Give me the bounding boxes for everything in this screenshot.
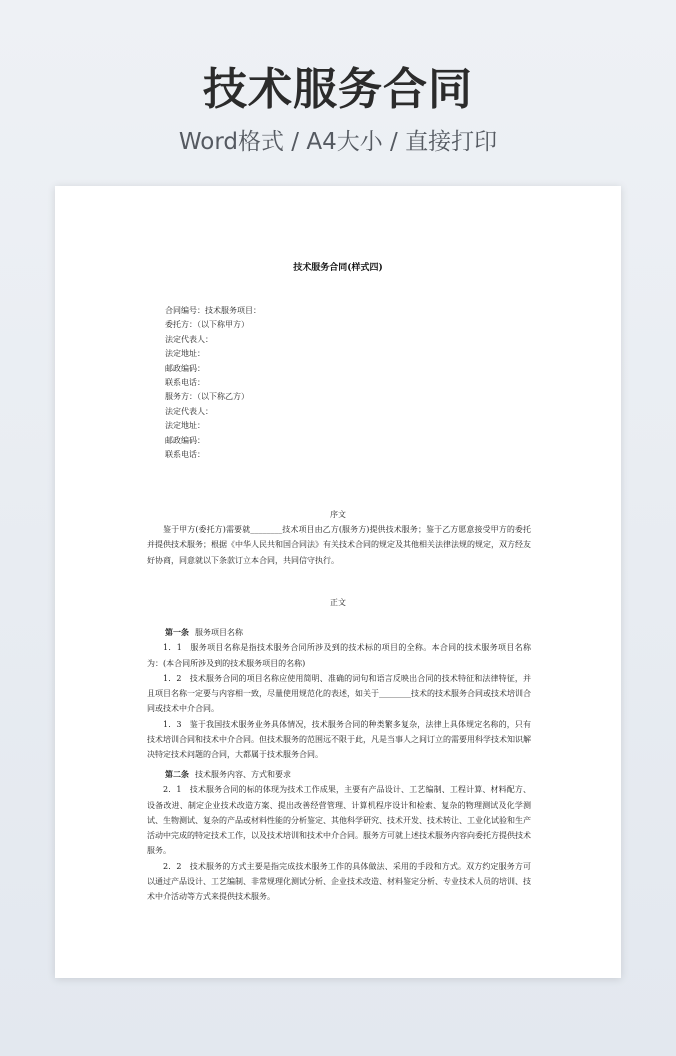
preface-paragraph: 鉴于甲方(委托方)需要就________技术项目由乙方(服务方)提供技术服务；鉴于乙方愿意接受甲方的委托并提供技术服务；根据《中华人民共和国合同法》有关技术合同的规定及其他相关法律法规的规定，双方经友好协商，同意就以下条款订立本合同，共同信守执行。 — [147, 525, 531, 565]
party-info-block — [165, 304, 525, 462]
banner-subtitle: Word格式 / A4大小 / 直接打印 — [178, 129, 498, 155]
party-line: 合同编号：技术服务项目： — [165, 306, 261, 315]
article-name: 服务项目名称 — [195, 628, 243, 637]
banner — [0, 58, 676, 158]
article-paragraph: 2．2 技术服务的方式主要是指完成技术服务工作的具体做法、采用的手段和方式。双方约定服务方可以通过产品设计、工艺编制、非常规理化测试分析、企业技术改造、材料鉴定分析、专业技术人员的培训、技术中介活动等方式来提供技术服务。 — [147, 861, 531, 902]
article-paragraph: 1．1 服务项目名称是指技术服务合同所涉及到的技术标的项目的全称。本合同的技术服务项目名称为：(本合同所涉及到的技术服务项目的名称) — [147, 643, 531, 668]
party-line: 法定代表人： — [165, 334, 213, 344]
article-paragraph: 1．3 鉴于我国技术服务业务具体情况，技术服务合同的种类繁多复杂，法律上具体规定名称的，只有技术培训合同和技术中介合同。但技术服务的范围远不限于此，凡是当事人之间订立的需要用科学技术知识解决特定技术问题的合同，大都属于技术服务合同。 — [147, 719, 531, 760]
party-line: 联系电话： — [165, 450, 205, 460]
party-line: 委托方：（以下称甲方） — [165, 320, 249, 330]
party-line: 法定代表人： — [165, 406, 213, 416]
article-number: 第一条 — [165, 627, 189, 637]
article-heading — [147, 625, 531, 640]
article-number: 第二条 — [165, 769, 189, 779]
article-name: 技术服务内容、方式和要求 — [195, 770, 291, 779]
party-line: 邮政编码： — [165, 363, 205, 373]
party-line: 联系电话： — [165, 378, 205, 388]
body-heading: 正文 — [330, 598, 346, 607]
party-line: 法定地址： — [165, 421, 205, 431]
party-line: 邮政编码： — [165, 435, 205, 445]
article-paragraph: 1．2 技术服务合同的项目名称应使用简明、准确的词句和语言反映出合同的技术特征和法律特征，并且项目名称一定要与内容相一致，尽量使用规范化的表述，如关于________技术的技术服务合同或技术培训合同或技术中介合同。 — [147, 673, 531, 714]
banner-title: 技术服务合同 — [203, 64, 473, 115]
article-2 — [147, 767, 531, 905]
article-heading — [147, 767, 531, 782]
party-line: 服务方：（以下称乙方） — [165, 392, 249, 402]
party-line: 法定地址： — [165, 349, 205, 359]
document-title: 技术服务合同(样式四) — [293, 263, 383, 273]
preface-heading: 序文 — [330, 510, 346, 519]
article-paragraph: 2．1 技术服务合同的标的体现为技术工作成果，主要有产品设计、工艺编制、工程计算、材料配方、设备改进、制定企业技术改造方案、提出改善经营管理、计算机程序设计和检索、复杂的物理测试及化学测试、生物测试、复杂的产品或材料性能的分析鉴定、其他科学研究、技术开发、技术转让、工业化试验和生产活动中完成的特定技术工作，以及技术培训和技术中介合同。服务方可就上述技术服务内容向委托方提供技术服务。 — [147, 785, 531, 856]
document-page — [55, 186, 621, 978]
article-1 — [147, 625, 531, 763]
